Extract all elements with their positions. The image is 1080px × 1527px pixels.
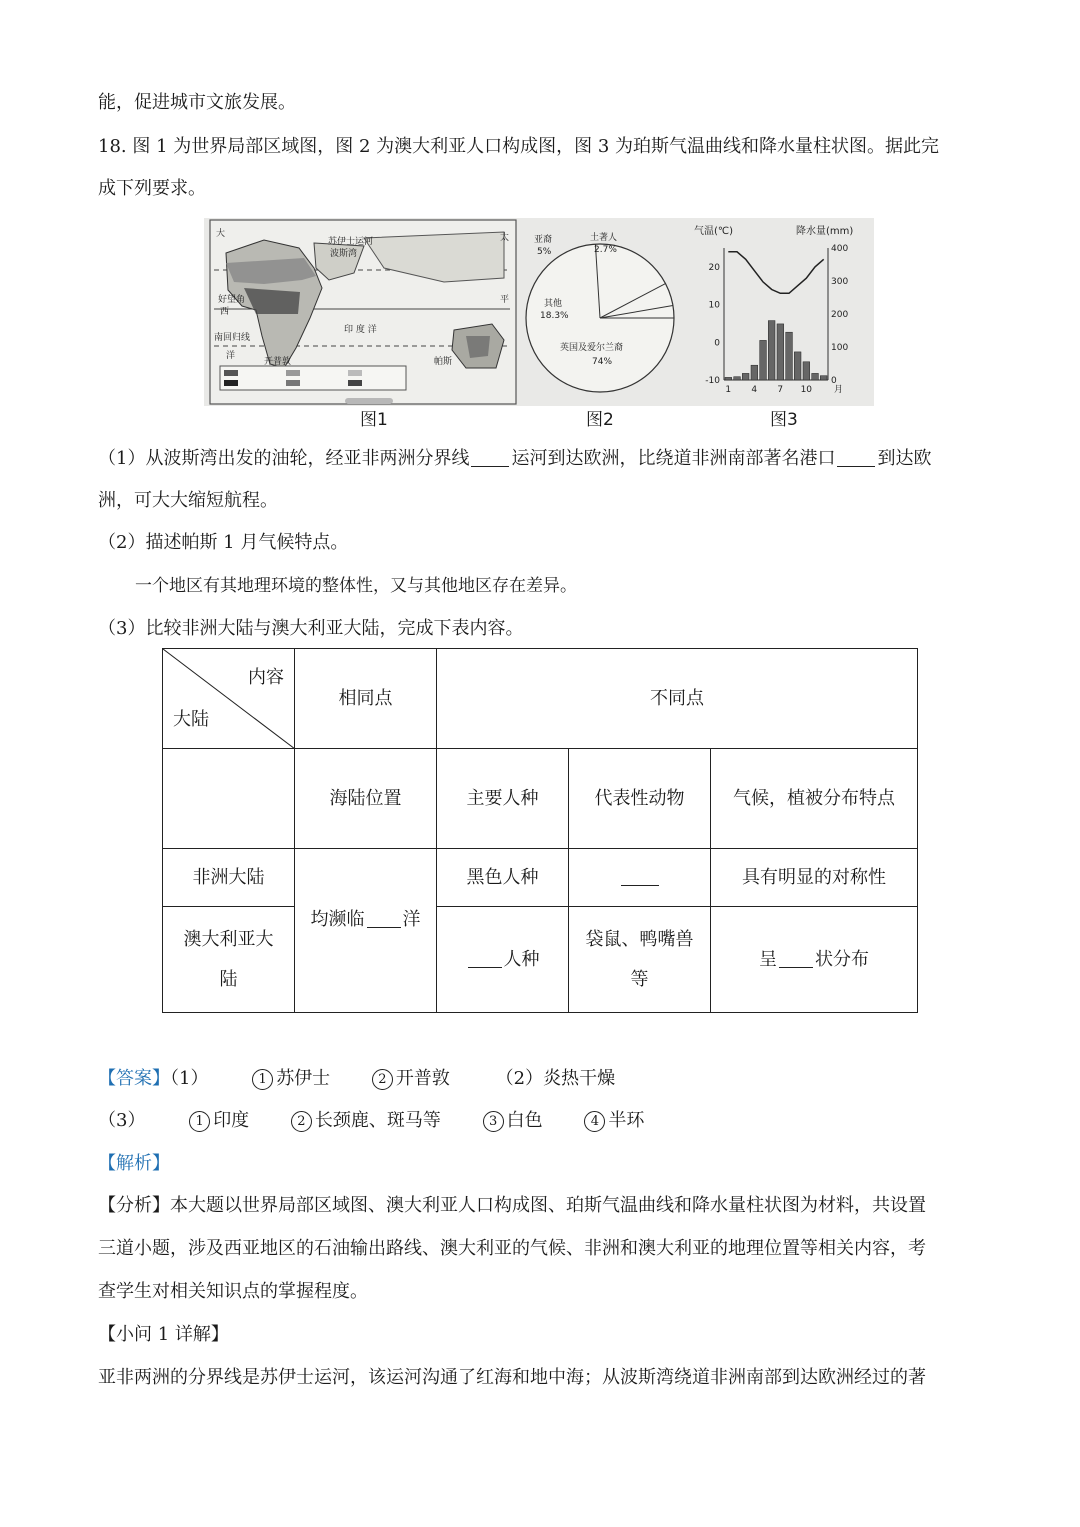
shared-text: 洋 [402, 908, 421, 930]
precip-bar [725, 377, 732, 380]
subquestion-1-tag: 【小问 1 详解】 [98, 1324, 229, 1345]
answer-blank [367, 909, 401, 928]
question-line-1: 18. 图 1 为世界局部区域图，图 2 为澳大利亚人口构成图，图 3 为珀斯气温曲线和降水量柱状图。据此完 [98, 136, 940, 157]
precip-bar [777, 324, 784, 380]
comparison-table [162, 648, 918, 1013]
map-label: 帕斯 [434, 357, 453, 367]
africa-race: 黑色人种 [437, 849, 569, 907]
fenxi-text: 本大题以世界局部区域图、澳大利亚人口构成图、珀斯气温曲线和降水量柱状图为材料，共设置 [170, 1195, 926, 1216]
analysis-tag: 【解析】 [98, 1153, 170, 1174]
map-label: 好望角 [218, 295, 246, 305]
answer-label: （3） [98, 1110, 146, 1131]
answer-blank [837, 448, 875, 467]
subheader: 气候，植被分布特点 [711, 749, 918, 849]
precip-bar [760, 340, 767, 380]
answer-line-2 [98, 1108, 644, 1134]
left-tick-label: -10 [705, 376, 720, 386]
answer-tag: 【答案】 [98, 1068, 170, 1089]
temperature-line [728, 252, 823, 293]
corner-bottom-label: 大陆 [173, 709, 209, 730]
precip-bar [812, 373, 819, 380]
left-tick-label: 20 [708, 262, 720, 273]
aus-name-line: 陆 [219, 968, 238, 990]
precip-bar [734, 377, 741, 380]
header-same: 相同点 [295, 649, 437, 749]
q1-line-1 [98, 446, 931, 472]
x-tick-label: 1 [725, 385, 732, 395]
figure-1-scrollbar [345, 398, 393, 404]
circled-number: 2 [291, 1111, 312, 1132]
answer-text: 长颈鹿、斑马等 [314, 1110, 441, 1131]
answer-blank [468, 949, 502, 968]
right-tick-label: 200 [831, 310, 849, 320]
map-label: 洋 [226, 351, 236, 361]
analysis-line-2: 三道小题，涉及西亚地区的石油输出路线、澳大利亚的气候、非洲和澳大利亚的地理位置等相关内容，考 [98, 1238, 926, 1259]
pie-label: 土著人 [590, 233, 618, 243]
table-cell-empty [163, 749, 295, 849]
climate-chart [705, 244, 848, 395]
fenxi-tag: 【分析】 [98, 1195, 170, 1216]
precip-bar [751, 365, 758, 380]
x-axis-unit: 月 [834, 385, 844, 395]
q3-line: （3）比较非洲大陆与澳大利亚大陆，完成下表内容。 [98, 618, 524, 639]
right-tick-label: 0 [831, 376, 837, 386]
answer-blank [779, 949, 813, 968]
map-label: 平 [500, 295, 510, 305]
aus-climate-text: 状分布 [815, 948, 869, 970]
precip-bar [768, 321, 775, 380]
precip-bar [794, 352, 801, 380]
q1-line-2: 洲，可大大缩短航程。 [98, 490, 278, 511]
aus-animal-line: 袋鼠、鸭嘴兽 [585, 928, 694, 950]
q1-text: （1）从波斯湾出发的油轮，经亚非两洲分界线 [98, 448, 470, 469]
pie-value: 18.3% [540, 311, 569, 321]
table-corner-cell [163, 649, 295, 749]
figure-svg [204, 218, 874, 406]
answer-line-1 [98, 1066, 615, 1092]
aus-race-cell [437, 907, 569, 1013]
subheader: 代表性动物 [569, 749, 711, 849]
intro-line: 能，促进城市文旅发展。 [98, 92, 296, 113]
answer-text: 半环 [608, 1110, 645, 1131]
header-diff: 不同点 [437, 649, 918, 749]
analysis-line-1 [98, 1193, 926, 1219]
row-africa-name: 非洲大陆 [163, 849, 295, 907]
circled-number: 3 [483, 1111, 504, 1132]
aus-climate-text: 呈 [759, 948, 777, 970]
right-tick-label: 400 [831, 244, 849, 254]
map-label: 开普敦 [264, 357, 292, 367]
right-tick-label: 300 [831, 277, 849, 287]
question-line-2: 成下列要求。 [98, 178, 206, 199]
africa-climate: 具有明显的对称性 [711, 849, 918, 907]
x-tick-label: 10 [800, 385, 813, 395]
row-aus-name [163, 907, 295, 1013]
subheader: 主要人种 [437, 749, 569, 849]
circled-number: 1 [189, 1111, 210, 1132]
right-tick-label: 100 [831, 343, 849, 353]
q1-text: 运河到达欧洲，比绕道非洲南部著名港口 [511, 448, 836, 469]
figure-2-caption: 图2 [586, 410, 614, 430]
figure-panel [204, 218, 874, 406]
pie-value: 2.7% [594, 245, 617, 255]
q2-line: （2）描述帕斯 1 月气候特点。 [98, 532, 349, 553]
answer-text: （2）炎热干燥 [495, 1068, 616, 1089]
shared-text: 均濒临 [310, 908, 365, 930]
climate-ylabel-right: 降水量(mm) [796, 226, 854, 237]
precip-bar [786, 332, 793, 380]
pie-label: 英国及爱尔兰裔 [560, 343, 624, 353]
circled-number: 4 [584, 1111, 605, 1132]
map-label: 西 [220, 307, 230, 317]
map-label: 波斯湾 [330, 249, 358, 259]
handwritten-note: 一个地区有其地理环境的整体性，又与其他地区存在差异。 [135, 576, 577, 596]
map-label: 大 [216, 229, 226, 239]
figure-3-caption: 图3 [770, 410, 798, 430]
shared-position-cell [295, 849, 437, 1013]
pie-label: 其他 [544, 299, 563, 309]
analysis-line-4: 亚非两洲的分界线是苏伊士运河，该运河沟通了红海和地中海；从波斯湾绕道非洲南部到达欧洲经过的著 [98, 1367, 926, 1388]
map-label: 南回归线 [214, 333, 251, 343]
answer-label: （1） [170, 1068, 209, 1089]
aus-climate-cell [711, 907, 918, 1013]
precip-bar [742, 373, 749, 380]
pie-label: 亚裔 [534, 235, 553, 245]
left-tick-label: 10 [708, 300, 720, 311]
aus-name-line: 澳大利亚大 [183, 928, 274, 950]
map-label: 印 度 洋 [344, 325, 377, 335]
precip-bar [820, 376, 827, 380]
analysis-line-3: 查学生对相关知识点的掌握程度。 [98, 1281, 368, 1302]
answer-text: 白色 [506, 1110, 543, 1131]
map-label: 太 [500, 233, 510, 243]
answer-text: 苏伊士 [276, 1068, 331, 1089]
answer-blank [471, 448, 509, 467]
corner-top-label: 内容 [248, 667, 284, 688]
circled-number: 2 [372, 1069, 393, 1090]
diagonal-line [163, 649, 295, 749]
x-tick-label: 4 [751, 385, 758, 395]
circled-number: 1 [252, 1069, 273, 1090]
answer-blank [621, 867, 659, 886]
subheader: 海陆位置 [295, 749, 437, 849]
q1-text: 到达欧 [877, 448, 932, 469]
left-tick-label: 0 [714, 338, 720, 349]
climate-labels [694, 224, 853, 237]
precip-bar [803, 362, 810, 380]
climate-ylabel-left: 气温(℃) [694, 226, 734, 237]
africa-animal-cell [569, 849, 711, 907]
world-map [210, 220, 516, 404]
pie-value: 74% [592, 357, 613, 367]
map-label: 苏伊士运河 [328, 237, 374, 247]
answer-text: 印度 [213, 1110, 250, 1131]
figure-1-caption: 图1 [360, 410, 388, 430]
x-tick-label: 7 [777, 385, 784, 395]
aus-race-text: 人种 [503, 948, 540, 970]
aus-animal-cell [569, 907, 711, 1013]
answer-text: 开普敦 [395, 1068, 450, 1089]
aus-animal-line: 等 [630, 968, 649, 990]
pie-value: 5% [537, 247, 552, 257]
